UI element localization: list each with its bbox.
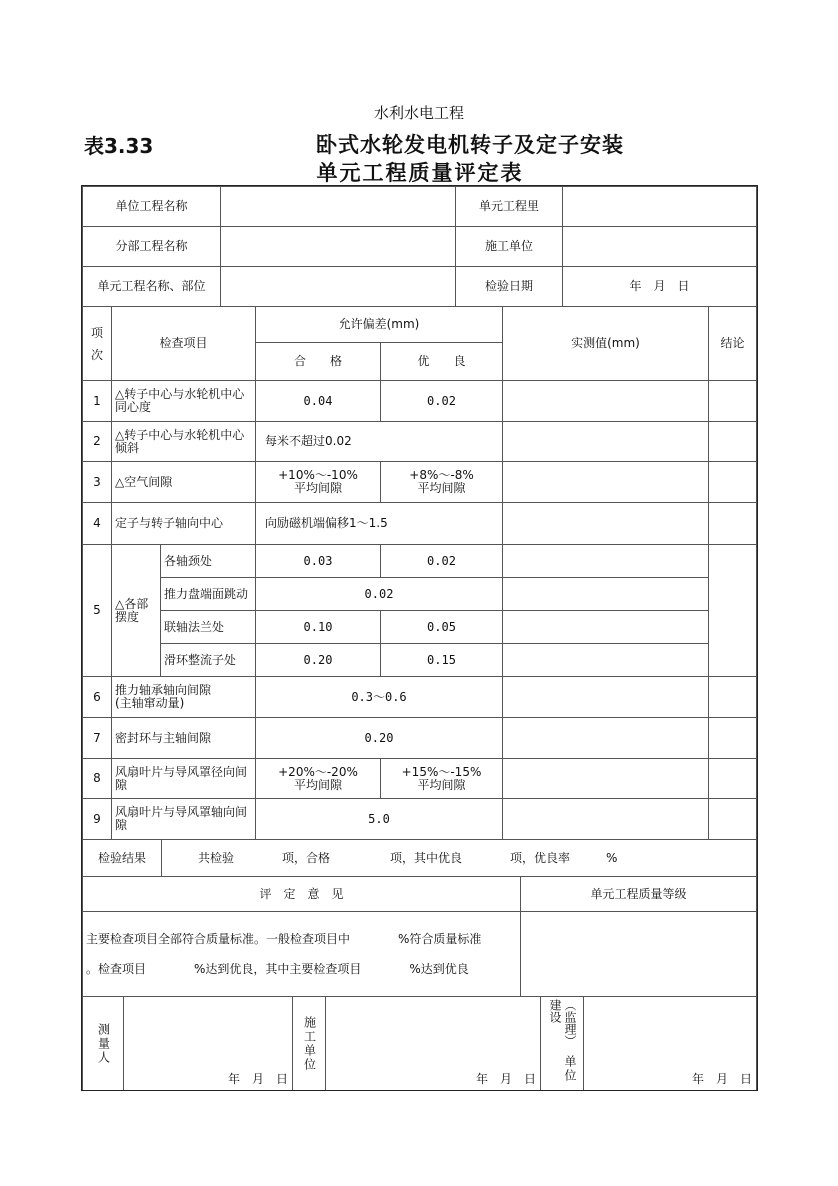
owner-sign-label-supervision: （监理） xyxy=(563,999,577,1047)
row-8-item: 风扇叶片与导风罩径向间隙 xyxy=(111,758,256,799)
tolerance-header: 允许偏差(mm) xyxy=(255,306,503,343)
row-3-qualified xyxy=(255,461,381,503)
page-title-line2: 单元工程质量评定表 xyxy=(316,161,524,185)
row-6-item-line1: 推力轴承轴向间隙 xyxy=(115,683,212,697)
row-9-measured[interactable] xyxy=(502,798,709,840)
row-4-measured[interactable] xyxy=(502,502,709,545)
row-8-measured[interactable] xyxy=(502,758,709,799)
row-9-conclusion[interactable] xyxy=(708,798,757,840)
row-3-excellent xyxy=(380,461,503,503)
row-2-tolerance: 每米不超过0.02 xyxy=(255,421,503,462)
row-4-conclusion[interactable] xyxy=(708,502,757,545)
row-5a-excellent: 0.02 xyxy=(380,544,503,578)
row-7-conclusion[interactable] xyxy=(708,717,757,759)
division-project-name-field[interactable] xyxy=(220,226,456,267)
owner-sign-label xyxy=(540,996,584,1091)
row-8-no: 8 xyxy=(82,758,112,799)
row-6-no: 6 xyxy=(82,676,112,718)
row-5-item: △各部摆度 xyxy=(111,544,161,677)
page-title-line1: 卧式水轮发电机转子及定子安装 xyxy=(316,133,624,157)
contractor-signature-field[interactable] xyxy=(325,996,541,1091)
row-3-no: 3 xyxy=(82,461,112,503)
contractor-field[interactable] xyxy=(562,226,757,267)
assessment-opinion-line1: 主要检查项目全部符合质量标准。一般检查项目中 %符合质量标准 xyxy=(86,932,482,946)
inspection-result-text[interactable]: 共检验 项，合格 项，其中优良 项，优良率 % xyxy=(161,839,757,877)
row-6-measured[interactable] xyxy=(502,676,709,718)
row-7-tolerance: 0.20 xyxy=(255,717,503,759)
row-9-tolerance: 5.0 xyxy=(255,798,503,840)
row-5d-excellent: 0.15 xyxy=(380,643,503,677)
row-1-no: 1 xyxy=(82,380,112,422)
row-9-item: 风扇叶片与导风罩轴向间隙 xyxy=(111,798,256,840)
row-1-excellent: 0.02 xyxy=(380,380,503,422)
surveyor-date: 年 月 日 xyxy=(227,1072,288,1086)
element-name-field[interactable] xyxy=(220,266,456,307)
table-number: 表3.33 xyxy=(84,134,154,158)
row-3-excellent-note: 平均间隙 xyxy=(417,481,466,495)
row-5c-excellent: 0.05 xyxy=(380,610,503,644)
row-5a-qualified: 0.03 xyxy=(255,544,381,578)
row-7-measured[interactable] xyxy=(502,717,709,759)
item-no-header-bottom: 次 xyxy=(90,347,103,362)
row-1-conclusion[interactable] xyxy=(708,380,757,422)
row-3-conclusion[interactable] xyxy=(708,461,757,503)
division-project-name-label: 分部工程名称 xyxy=(82,226,221,267)
row-2-measured[interactable] xyxy=(502,421,709,462)
row-2-no: 2 xyxy=(82,421,112,462)
row-5-no: 5 xyxy=(82,544,112,677)
row-6-tolerance: 0.3～0.6 xyxy=(255,676,503,718)
row-3-qualified-range: +10%～-10% xyxy=(278,468,358,482)
row-9-no: 9 xyxy=(82,798,112,840)
row-5a-subitem: 各轴颈处 xyxy=(160,544,256,578)
inspection-date-label: 检验日期 xyxy=(455,266,563,307)
row-8-conclusion[interactable] xyxy=(708,758,757,799)
row-2-item: △转子中心与水轮机中心倾斜 xyxy=(111,421,256,462)
row-7-no: 7 xyxy=(82,717,112,759)
row-4-no: 4 xyxy=(82,502,112,545)
row-5c-qualified: 0.10 xyxy=(255,610,381,644)
row-5d-measured[interactable] xyxy=(502,643,709,677)
row-1-measured[interactable] xyxy=(502,380,709,422)
element-quantity-field[interactable] xyxy=(562,186,757,227)
row-5c-subitem: 联轴法兰处 xyxy=(160,610,256,644)
surveyor-signature-field[interactable] xyxy=(123,996,293,1091)
inspection-item-header: 检查项目 xyxy=(111,306,256,381)
unit-project-name-label: 单位工程名称 xyxy=(82,186,221,227)
row-8-excellent xyxy=(380,758,503,799)
inspection-result-label: 检验结果 xyxy=(82,839,162,877)
row-5d-subitem: 滑环整流子处 xyxy=(160,643,256,677)
row-5a-measured[interactable] xyxy=(502,544,709,578)
row-3-measured[interactable] xyxy=(502,461,709,503)
row-5c-measured[interactable] xyxy=(502,610,709,644)
row-8-qualified-range: +20%～-20% xyxy=(278,764,358,779)
assessment-opinion-header: 评 定 意 见 xyxy=(82,876,521,912)
owner-date: 年 月 日 xyxy=(691,1072,752,1086)
row-3-item: △空气间隙 xyxy=(111,461,256,503)
item-no-header xyxy=(82,306,112,381)
row-6-item xyxy=(111,676,256,718)
row-3-excellent-range: +8%～-8% xyxy=(409,468,474,482)
row-8-excellent-note: 平均间隙 xyxy=(417,777,466,792)
row-3-qualified-note: 平均间隙 xyxy=(293,481,342,495)
row-5b-tolerance: 0.02 xyxy=(255,577,503,611)
contractor-label: 施工单位 xyxy=(455,226,563,267)
contractor-sign-label-text: 施工单位 xyxy=(302,1015,317,1072)
element-name-label: 单元工程名称、部位 xyxy=(82,266,221,307)
row-7-item: 密封环与主轴间隙 xyxy=(111,717,256,759)
quality-grade-field[interactable] xyxy=(520,911,757,997)
row-8-qualified-note: 平均间隙 xyxy=(293,777,342,792)
owner-sign-label-construction: 建设 xyxy=(548,999,562,1023)
owner-sign-label-unit: 单位 xyxy=(563,1055,577,1083)
assessment-opinion-line2: 。检查项目 %达到优良，其中主要检查项目 %达到优良 xyxy=(86,962,469,976)
inspection-date-field[interactable]: 年 月 日 xyxy=(562,266,757,307)
assessment-opinion-body[interactable] xyxy=(82,911,521,997)
unit-project-name-field[interactable] xyxy=(220,186,456,227)
contractor-date: 年 月 日 xyxy=(475,1072,536,1086)
row-1-qualified: 0.04 xyxy=(255,380,381,422)
owner-signature-field[interactable] xyxy=(583,996,757,1091)
conclusion-header: 结论 xyxy=(708,306,757,381)
measured-value-header: 实测值(mm) xyxy=(502,306,709,381)
row-8-excellent-range: +15%～-15% xyxy=(401,764,482,779)
item-no-header-top: 项 xyxy=(90,325,103,340)
row-6-conclusion[interactable] xyxy=(708,676,757,718)
row-1-item: △转子中心与水轮机中心同心度 xyxy=(111,380,256,422)
row-4-tolerance: 向励磁机端偏移1～1.5 xyxy=(255,502,503,545)
document-subtitle: 水利水电工程 xyxy=(373,104,464,122)
surveyor-label xyxy=(82,996,124,1091)
element-quantity-label: 单元工程里 xyxy=(455,186,563,227)
row-5d-qualified: 0.20 xyxy=(255,643,381,677)
row-2-conclusion[interactable] xyxy=(708,421,757,462)
surveyor-label-text: 测量人 xyxy=(96,1022,111,1065)
row-5-conclusion[interactable] xyxy=(708,544,757,677)
row-8-qualified xyxy=(255,758,381,799)
row-4-item: 定子与转子轴向中心 xyxy=(111,502,256,545)
row-5b-subitem: 推力盘端面跳动 xyxy=(160,577,256,611)
row-5b-measured[interactable] xyxy=(502,577,709,611)
excellent-header: 优 良 xyxy=(380,342,503,381)
qualified-header: 合 格 xyxy=(255,342,381,381)
quality-grade-header: 单元工程质量等级 xyxy=(520,876,757,912)
contractor-sign-label xyxy=(292,996,326,1091)
row-6-item-line2: (主轴窜动量) xyxy=(115,696,185,710)
